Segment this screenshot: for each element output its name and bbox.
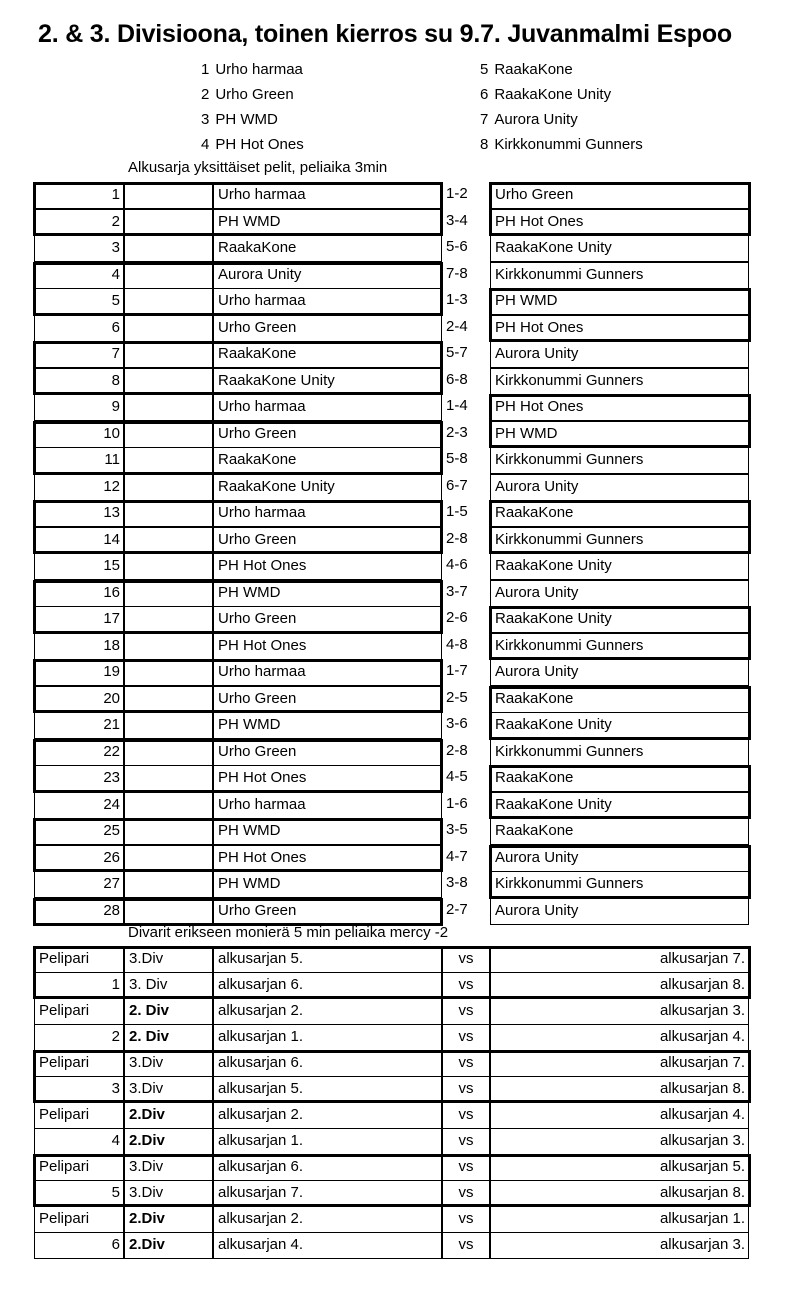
home-seed-cell: alkusarjan 5. — [213, 946, 442, 973]
blank-cell — [124, 606, 213, 633]
blank-cell — [124, 792, 213, 819]
pair-code: 3-4 — [446, 212, 468, 229]
team-entry — [201, 86, 294, 103]
page-title: 2. & 3. Divisioona, toinen kierros su 9.7. Juvanmalmi Espoo — [38, 20, 732, 48]
vs-cell: vs — [442, 946, 490, 973]
home-team-cell: RaakaKone — [213, 447, 442, 474]
pair-code: 1-6 — [446, 795, 468, 812]
home-seed-cell: alkusarjan 5. — [213, 1076, 442, 1103]
game-number: 2 — [34, 209, 124, 236]
game-number: 23 — [34, 765, 124, 792]
pair-code: 1-3 — [446, 291, 468, 308]
away-team-cell: RaakaKone — [490, 818, 749, 845]
division-cell: 2. Div — [124, 1024, 213, 1051]
game-number: 11 — [34, 447, 124, 474]
vs-cell: vs — [442, 1206, 490, 1233]
pair-label: 6 — [34, 1232, 124, 1259]
pair-code: 3-5 — [446, 821, 468, 838]
team-entry — [480, 136, 643, 153]
pair-code: 2-8 — [446, 530, 468, 547]
game-number: 5 — [34, 288, 124, 315]
home-team-cell: RaakaKone — [213, 341, 442, 368]
away-team-cell: PH Hot Ones — [490, 209, 749, 236]
vs-cell: vs — [442, 998, 490, 1025]
home-team-cell: RaakaKone Unity — [213, 474, 442, 501]
away-team-cell: RaakaKone Unity — [490, 235, 749, 262]
blank-cell — [124, 527, 213, 554]
away-seed-cell: alkusarjan 1. — [490, 1206, 749, 1233]
pair-code: 2-7 — [446, 901, 468, 918]
blank-cell — [124, 288, 213, 315]
blank-cell — [124, 315, 213, 342]
blank-cell — [124, 474, 213, 501]
division-cell: 2.Div — [124, 1128, 213, 1155]
game-number: 6 — [34, 315, 124, 342]
division-cell: 3.Div — [124, 1154, 213, 1181]
game-number: 21 — [34, 712, 124, 739]
home-team-cell: PH WMD — [213, 580, 442, 607]
game-number: 14 — [34, 527, 124, 554]
vs-cell: vs — [442, 1050, 490, 1077]
home-team-cell: RaakaKone Unity — [213, 368, 442, 395]
away-team-cell: RaakaKone Unity — [490, 553, 749, 580]
away-team-cell: PH WMD — [490, 288, 749, 315]
home-team-cell: Urho harmaa — [213, 500, 442, 527]
game-number: 1 — [34, 182, 124, 209]
team-entry — [480, 61, 573, 78]
home-seed-cell: alkusarjan 2. — [213, 1102, 442, 1129]
game-number: 8 — [34, 368, 124, 395]
home-team-cell: Urho harmaa — [213, 659, 442, 686]
team-number: 1 — [201, 61, 210, 78]
game-number: 12 — [34, 474, 124, 501]
vs-cell: vs — [442, 1076, 490, 1103]
home-team-cell: PH WMD — [213, 871, 442, 898]
pair-code: 5-7 — [446, 344, 468, 361]
home-team-cell: Urho harmaa — [213, 792, 442, 819]
away-team-cell: PH Hot Ones — [490, 394, 749, 421]
vs-cell: vs — [442, 1232, 490, 1259]
away-team-cell: RaakaKone — [490, 765, 749, 792]
blank-cell — [124, 633, 213, 660]
away-team-cell: PH Hot Ones — [490, 315, 749, 342]
away-team-cell: Kirkkonummi Gunners — [490, 633, 749, 660]
game-number: 10 — [34, 421, 124, 448]
game-number: 3 — [34, 235, 124, 262]
team-name: Aurora Unity — [494, 111, 578, 128]
game-number: 19 — [34, 659, 124, 686]
team-number: 8 — [480, 136, 489, 153]
home-team-cell: PH Hot Ones — [213, 553, 442, 580]
away-team-cell: RaakaKone Unity — [490, 606, 749, 633]
home-team-cell: PH WMD — [213, 818, 442, 845]
pair-code: 7-8 — [446, 265, 468, 282]
team-entry — [201, 61, 303, 78]
team-name: Urho Green — [215, 86, 294, 103]
game-number: 4 — [34, 262, 124, 289]
home-team-cell: Urho Green — [213, 898, 442, 925]
home-seed-cell: alkusarjan 1. — [213, 1128, 442, 1155]
game-number: 16 — [34, 580, 124, 607]
pair-code: 2-5 — [446, 689, 468, 706]
blank-cell — [124, 871, 213, 898]
pair-code: 2-4 — [446, 318, 468, 335]
division-cell: 2.Div — [124, 1206, 213, 1233]
away-team-cell: Kirkkonummi Gunners — [490, 527, 749, 554]
pair-code: 4-6 — [446, 556, 468, 573]
division-cell: 3. Div — [124, 972, 213, 999]
home-seed-cell: alkusarjan 6. — [213, 1050, 442, 1077]
away-seed-cell: alkusarjan 7. — [490, 1050, 749, 1077]
game-number: 7 — [34, 341, 124, 368]
home-seed-cell: alkusarjan 1. — [213, 1024, 442, 1051]
away-team-cell: Aurora Unity — [490, 341, 749, 368]
away-seed-cell: alkusarjan 3. — [490, 1232, 749, 1259]
game-number: 9 — [34, 394, 124, 421]
team-number: 7 — [480, 111, 489, 128]
home-team-cell: Urho Green — [213, 606, 442, 633]
away-team-cell: RaakaKone — [490, 686, 749, 713]
home-team-cell: Urho harmaa — [213, 182, 442, 209]
blank-cell — [124, 686, 213, 713]
game-number: 13 — [34, 500, 124, 527]
home-team-cell: RaakaKone — [213, 235, 442, 262]
team-name: Kirkkonummi Gunners — [494, 136, 643, 153]
pair-code: 3-8 — [446, 874, 468, 891]
pair-code: 4-8 — [446, 636, 468, 653]
away-team-cell: RaakaKone Unity — [490, 712, 749, 739]
division-cell: 3.Div — [124, 1050, 213, 1077]
pair-label: Pelipari — [34, 946, 124, 973]
game-number: 24 — [34, 792, 124, 819]
home-seed-cell: alkusarjan 2. — [213, 998, 442, 1025]
pair-label: Pelipari — [34, 1102, 124, 1129]
away-seed-cell: alkusarjan 5. — [490, 1154, 749, 1181]
team-number: 5 — [480, 61, 489, 78]
game-number: 28 — [34, 898, 124, 925]
away-seed-cell: alkusarjan 3. — [490, 998, 749, 1025]
pair-code: 6-8 — [446, 371, 468, 388]
blank-cell — [124, 368, 213, 395]
game-number: 22 — [34, 739, 124, 766]
team-name: PH WMD — [215, 111, 278, 128]
away-seed-cell: alkusarjan 3. — [490, 1128, 749, 1155]
team-number: 6 — [480, 86, 489, 103]
blank-cell — [124, 421, 213, 448]
home-team-cell: Aurora Unity — [213, 262, 442, 289]
team-number: 2 — [201, 86, 210, 103]
game-number: 26 — [34, 845, 124, 872]
pair-label: Pelipari — [34, 1206, 124, 1233]
pair-label: 3 — [34, 1076, 124, 1103]
away-seed-cell: alkusarjan 4. — [490, 1024, 749, 1051]
vs-cell: vs — [442, 1024, 490, 1051]
home-team-cell: Urho Green — [213, 739, 442, 766]
team-name: RaakaKone Unity — [494, 86, 612, 103]
away-team-cell: PH WMD — [490, 421, 749, 448]
group-stage-caption: Alkusarja yksittäiset pelit, peliaika 3min — [128, 159, 388, 176]
away-team-cell: RaakaKone Unity — [490, 792, 749, 819]
pair-code: 1-4 — [446, 397, 468, 414]
division-cell: 3.Div — [124, 1076, 213, 1103]
game-number: 18 — [34, 633, 124, 660]
pair-code: 5-6 — [446, 238, 468, 255]
home-team-cell: PH WMD — [213, 209, 442, 236]
blank-cell — [124, 818, 213, 845]
division-cell: 2. Div — [124, 998, 213, 1025]
pair-label: Pelipari — [34, 1154, 124, 1181]
division-cell: 2.Div — [124, 1102, 213, 1129]
division-cell: 3.Div — [124, 946, 213, 973]
home-seed-cell: alkusarjan 2. — [213, 1206, 442, 1233]
blank-cell — [124, 739, 213, 766]
blank-cell — [124, 659, 213, 686]
away-seed-cell: alkusarjan 8. — [490, 1180, 749, 1207]
pair-code: 6-7 — [446, 477, 468, 494]
home-team-cell: Urho harmaa — [213, 394, 442, 421]
pair-code: 1-2 — [446, 185, 468, 202]
away-seed-cell: alkusarjan 7. — [490, 946, 749, 973]
blank-cell — [124, 262, 213, 289]
away-team-cell: RaakaKone — [490, 500, 749, 527]
pair-code: 3-7 — [446, 583, 468, 600]
blank-cell — [124, 209, 213, 236]
home-team-cell: Urho Green — [213, 527, 442, 554]
vs-cell: vs — [442, 1154, 490, 1181]
pair-code: 5-8 — [446, 450, 468, 467]
pair-code: 2-3 — [446, 424, 468, 441]
pair-code: 3-6 — [446, 715, 468, 732]
game-number: 15 — [34, 553, 124, 580]
vs-cell: vs — [442, 1102, 490, 1129]
team-name: RaakaKone — [494, 61, 573, 78]
vs-cell: vs — [442, 1180, 490, 1207]
away-seed-cell: alkusarjan 4. — [490, 1102, 749, 1129]
home-seed-cell: alkusarjan 7. — [213, 1180, 442, 1207]
blank-cell — [124, 447, 213, 474]
home-team-cell: Urho Green — [213, 315, 442, 342]
team-number: 4 — [201, 136, 210, 153]
team-entry — [480, 111, 578, 128]
away-seed-cell: alkusarjan 8. — [490, 1076, 749, 1103]
home-seed-cell: alkusarjan 4. — [213, 1232, 442, 1259]
away-team-cell: Urho Green — [490, 182, 749, 209]
team-name: PH Hot Ones — [215, 136, 304, 153]
pair-label: 4 — [34, 1128, 124, 1155]
blank-cell — [124, 235, 213, 262]
pair-label: Pelipari — [34, 998, 124, 1025]
blank-cell — [124, 394, 213, 421]
away-team-cell: Kirkkonummi Gunners — [490, 368, 749, 395]
division-games-caption: Divarit erikseen monierä 5 min peliaika mercy -2 — [128, 924, 449, 941]
home-seed-cell: alkusarjan 6. — [213, 1154, 442, 1181]
pair-label: 1 — [34, 972, 124, 999]
away-team-cell: Aurora Unity — [490, 845, 749, 872]
home-team-cell: Urho harmaa — [213, 288, 442, 315]
pair-label: Pelipari — [34, 1050, 124, 1077]
away-team-cell: Aurora Unity — [490, 580, 749, 607]
team-number: 3 — [201, 111, 210, 128]
away-seed-cell: alkusarjan 8. — [490, 972, 749, 999]
away-team-cell: Kirkkonummi Gunners — [490, 262, 749, 289]
blank-cell — [124, 712, 213, 739]
pair-label: 5 — [34, 1180, 124, 1207]
division-cell: 3.Div — [124, 1180, 213, 1207]
team-entry — [201, 111, 278, 128]
blank-cell — [124, 898, 213, 925]
away-team-cell: Aurora Unity — [490, 474, 749, 501]
blank-cell — [124, 580, 213, 607]
pair-code: 1-5 — [446, 503, 468, 520]
blank-cell — [124, 182, 213, 209]
pair-code: 2-6 — [446, 609, 468, 626]
pair-code: 4-7 — [446, 848, 468, 865]
blank-cell — [124, 845, 213, 872]
pair-code: 2-8 — [446, 742, 468, 759]
home-team-cell: Urho Green — [213, 421, 442, 448]
home-team-cell: Urho Green — [213, 686, 442, 713]
game-number: 27 — [34, 871, 124, 898]
home-seed-cell: alkusarjan 6. — [213, 972, 442, 999]
away-team-cell: Aurora Unity — [490, 659, 749, 686]
vs-cell: vs — [442, 972, 490, 999]
away-team-cell: Aurora Unity — [490, 898, 749, 925]
home-team-cell: PH Hot Ones — [213, 845, 442, 872]
vs-cell: vs — [442, 1128, 490, 1155]
home-team-cell: PH Hot Ones — [213, 765, 442, 792]
game-number: 20 — [34, 686, 124, 713]
pair-code: 1-7 — [446, 662, 468, 679]
away-team-cell: Kirkkonummi Gunners — [490, 447, 749, 474]
away-team-cell: Kirkkonummi Gunners — [490, 739, 749, 766]
division-cell: 2.Div — [124, 1232, 213, 1259]
pair-code: 4-5 — [446, 768, 468, 785]
team-entry — [201, 136, 304, 153]
blank-cell — [124, 341, 213, 368]
pair-label: 2 — [34, 1024, 124, 1051]
blank-cell — [124, 553, 213, 580]
home-team-cell: PH WMD — [213, 712, 442, 739]
team-name: Urho harmaa — [215, 61, 303, 78]
blank-cell — [124, 500, 213, 527]
game-number: 25 — [34, 818, 124, 845]
away-team-cell: Kirkkonummi Gunners — [490, 871, 749, 898]
team-entry — [480, 86, 611, 103]
game-number: 17 — [34, 606, 124, 633]
home-team-cell: PH Hot Ones — [213, 633, 442, 660]
blank-cell — [124, 765, 213, 792]
